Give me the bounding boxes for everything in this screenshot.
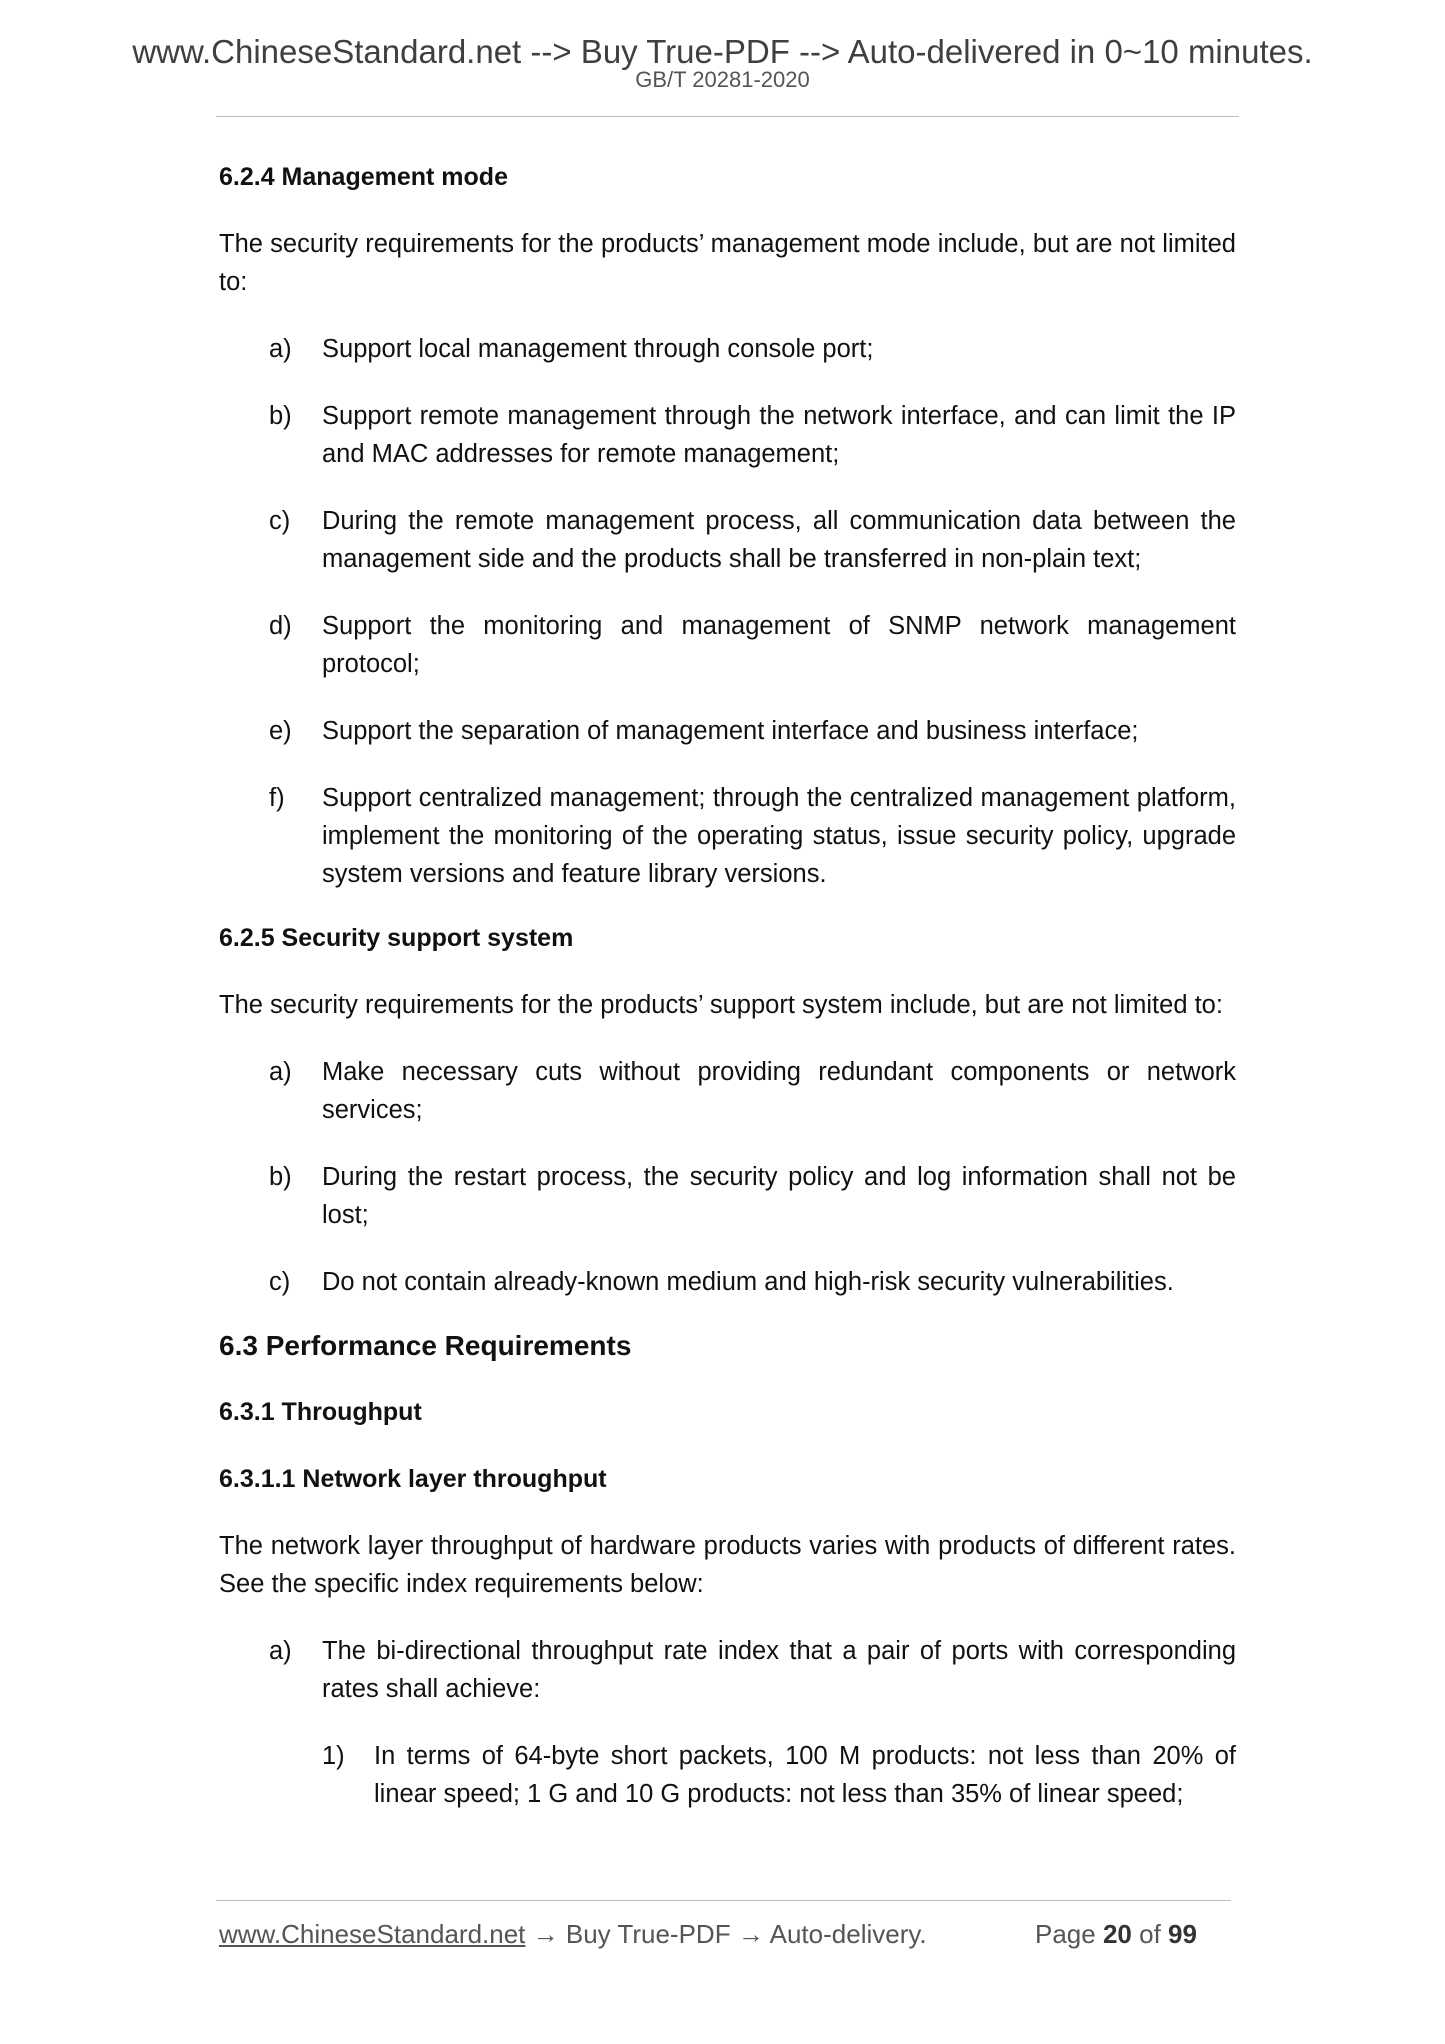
footer-divider — [216, 1900, 1231, 1901]
sub-list-item — [219, 1737, 1236, 1813]
list-marker: a) — [269, 1637, 292, 1665]
list-marker: d) — [269, 612, 292, 640]
intro-6-2-4: The security requirements for the products’ management mode include, but are not limited to: — [219, 230, 1236, 296]
arrow-icon: → — [532, 1919, 559, 1949]
list-marker: e) — [269, 717, 292, 745]
list-item — [219, 1632, 1236, 1708]
list-marker: b) — [269, 1163, 292, 1191]
heading-6-3: 6.3 Performance Requirements — [219, 1330, 632, 1361]
list-text: Support remote management through the network interface, and can limit the IP and MAC addresses for remote management; — [322, 402, 1236, 468]
list-text: Support centralized management; through the centralized management platform, implement the monitoring of the operating status, issue security policy, upgrade system versions and feature library versions. — [322, 784, 1236, 888]
footer-site-link[interactable]: www.ChineseStandard.net — [219, 1919, 526, 1949]
heading-6-3-1: 6.3.1 Throughput — [219, 1398, 422, 1426]
list-item — [219, 712, 1236, 750]
list-marker: a) — [269, 1058, 292, 1086]
page-content — [219, 158, 1236, 1842]
list-text: Support the monitoring and management of SNMP network management protocol; — [322, 612, 1236, 678]
page-label: Page — [1035, 1919, 1096, 1949]
header-banner: www.ChineseStandard.net --> Buy True-PDF --> Auto-delivered in 0~10 minutes. — [132, 33, 1313, 70]
heading-6-3-1-1: 6.3.1.1 Network layer throughput — [219, 1465, 607, 1493]
list-item — [219, 779, 1236, 893]
page-indicator — [1035, 1919, 1197, 1950]
list-text: The bi-directional throughput rate index that a pair of ports with corresponding rates shall achieve: — [322, 1637, 1236, 1703]
heading-6-2-5: 6.2.5 Security support system — [219, 924, 574, 952]
footer-promo — [219, 1919, 927, 1950]
list-marker: f) — [269, 784, 285, 812]
list-item — [219, 502, 1236, 578]
list-item — [219, 1053, 1236, 1129]
list-item — [219, 330, 1236, 368]
list-marker: c) — [269, 1268, 291, 1296]
list-marker: b) — [269, 402, 292, 430]
page-number: 20 — [1102, 1919, 1132, 1949]
list-text: Do not contain already-known medium and high-risk security vulnerabilities. — [322, 1268, 1174, 1296]
list-text: During the remote management process, all communication data between the management side and the products shall be transferred in non-plain text; — [322, 507, 1236, 573]
list-item — [219, 607, 1236, 683]
list-marker: c) — [269, 507, 291, 535]
list-text: During the restart process, the security policy and log information shall not be lost; — [322, 1163, 1236, 1229]
list-text: Support local management through console port; — [322, 335, 874, 363]
list-text: Support the separation of management interface and business interface; — [322, 717, 1139, 745]
standard-code: GB/T 20281-2020 — [635, 67, 810, 92]
sub-list-text: In terms of 64-byte short packets, 100 M products: not less than 20% of linear speed; 1 G and 10 G products: not less than 35% of linear speed; — [374, 1742, 1236, 1808]
footer-buy-text: Buy True-PDF — [565, 1919, 731, 1949]
list-item — [219, 1158, 1236, 1234]
list-item — [219, 397, 1236, 473]
list-text: Make necessary cuts without providing redundant components or network services; — [322, 1058, 1236, 1124]
page-of-label: of — [1139, 1919, 1161, 1949]
intro-6-3-1-1: The network layer throughput of hardware products varies with products of different rates. See the specific index requirements below: — [219, 1532, 1236, 1598]
list-item — [219, 1263, 1236, 1301]
sub-list-marker: 1) — [322, 1742, 345, 1770]
list-marker: a) — [269, 335, 292, 363]
heading-6-2-4: 6.2.4 Management mode — [219, 163, 508, 191]
footer-delivery-text: Auto-delivery. — [769, 1919, 927, 1949]
intro-6-2-5: The security requirements for the products’ support system include, but are not limited to: — [219, 991, 1223, 1019]
arrow-icon: → — [737, 1919, 764, 1949]
page-total: 99 — [1168, 1919, 1197, 1949]
header-divider — [216, 116, 1239, 117]
